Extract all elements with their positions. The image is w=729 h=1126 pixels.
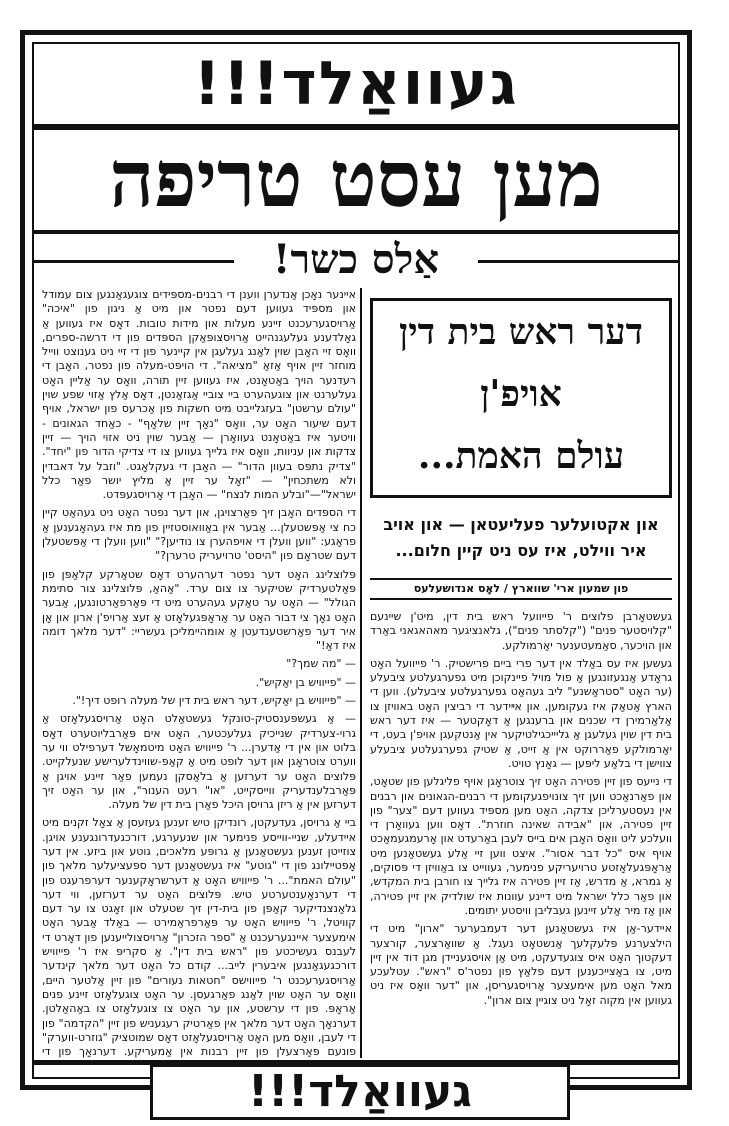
article-column-right — [366, 288, 676, 1058]
paragraph: פּלוצלינג האָט דער נפטר דערהערט דאָס שטאַרקע קלאַפּן פון פּאַלטערדיק שטיקער צו צום ערד. "אַהאַ, פּלוצלינג צור סתימת הגולל" — האָט ער טאַקע געהערט מיט די פּאַרפאַרטונגען, אַבער האָט נאָך צי דבור האָט ער אַראָפּגעלאָזט אַ זעצ אַרויפ'ן ארון און אָן איר דער פאַרשטענדעטן אַ אומהיימליכן געשריי: "דער מלאך דומה איז דאַ!" — [42, 567, 356, 653]
paragraph: איידער-אַן איז געשטאַנען דער דעמבערער "ארון" מיט די הילצערנע פּלעקלעך אַנשטאָט נעגל. אַ שוואַרצער, קורצער דעקטוך האָט איס צוגעדעקט, מיט אַן אויסגעניידן מגן דוד אין זיין מיט, צו באַצייכענען דעם פלאַץ פון נפטר'ס "ראש". עטלעכע מאל האָט מען אימעצער אַרויסגעריסן, און "דער וואָס איז ניט געווען אין מקוה זאָל ניט צוגיין צום ארון". — [370, 922, 672, 1007]
paragraph: די הספּדים האָבן זיך פאַרצויגן, און דער נפטר האָט ניט געהאַט קיין כח צי אַפּשטעלן... אַבער אין באַוואוסטזיין פון מת איז געהאָגענען אַ פראַגע: "ווען וועלן די אויפהערן צו נודיען?" "ווען וועלן די אַפּשטעלן דעם שטראָם פון "היסט' טרויעריק טרערן?" — [42, 506, 356, 563]
paragraph: — אַ געשפּענסטיק-טונקל געשטאַלט האָט אַרויסגעלאָזט אַ גרוי-צערדיק שנייכיק געלעכטער, האָט אים פּאַרבליוטערט דאָס בלוט און אין די אַדערן... ר' פייוויש האָט מיטמאָשל דערפילט ווי ער ווערט צוטראָגן און דער לופט מיט אַ קאַפּ-שווינדלערישע שנעלקייט. פּלוצים האָט ער דערזען אַ בלאַסקן נעמען פאַר זיינע אויגן אַ פּאַרבלענדעריק ווייסקייט, "או" רעט הענור", און ער האָט זיך דערזען אין אַ ריזן גרויסן היכל פאַרן בית דין של מעלה. — [42, 712, 356, 812]
paragraph: ביי אַ גרויסן, געדעקטן, רונדיקן טיש זענען געזעסן אַ צאָל זקנים מיט איידעלע, שניי-ווייסע פנימער און שנעערגע, דורכגעדרונגענע אויגן. צוזייטן זענען געשטאַנען אַ גרופּע מלאכים, גוטע און ביזע. אין דער אָפּטיילונג פון די "גוטע" איז געשטאַנען דער ספּעציעלער מלאך פון "עולם האמת"... ר' פייוויש האָט אַ דערשראָקענער דערפרעגט פון די דערנאָענטערטע טיש. פּלוצים האָט ער דערזען, ווי דער גלאַנצנדיקער קאַפּן פון בית-דין זיך שטעלט און זאָגט צו ער דעם קוויטל, ר' פייוויש האָט ער פּאַרפראַמירט — באַלד אַבער האָט אימעצער איינגערעכנט אַ "ספר הזכרון" אַרויסצולייענען פון דאָרט די לעבנס געשיכטע פון "ראש בית דין". אַ סקריפּ איז ר' פייוויש דורכגעגאַנגען איבערין לייב... קודם כל האָט דער מלאך קינדער אַרויסגערעכנט ר' פייווישס "חטאות נעורים" פון זיין אַלטער היים, וואָס ער האָט שוין לאַנג פאַרגעסן. ער האָט צוגעלאָזט זיינע פנים אַראָפּ. פון די ערשטע, און ער האָט צו צוגעלאָזט צו באַהאַלטן. דערנאָך האָט דער מלאך אין פאַרטיק רעגעניש פון זיין "הקדמה" פון די לעבן, וואָס מען האָט אַרויסגעלאָזט דאָס שמוטציק "גוזרט-ווערק" פונעם פּאַרצעלן פון זיין רבנות אין אַמעריקע. דערנאָך פון די — [42, 816, 356, 1058]
article-byline: פון שמעון ארי' שווארץ / לאָס אנדושעלעס — [370, 578, 672, 600]
article-body-right — [370, 610, 672, 1058]
headline-main: מען עסט טריפה — [109, 134, 603, 225]
paragraph: — "מה שמך?" — [286, 657, 356, 671]
headline-bottom: געוואַלד!!! — [150, 1064, 570, 1120]
column-divider — [360, 288, 362, 1058]
paragraph: — "פייוויש בן יאַקיש, דער ראש בית דין של מעלה רופט דיך!". — [72, 694, 356, 708]
headline-top: געוואַלד!!! — [193, 49, 519, 119]
article-title-box — [370, 298, 672, 498]
paragraph: געשען איז עס באַלד אין דער פרי ביים פרישטיק. ר' פייוועל האָט גראָדע אַנגעזונגען אַ פול מויל פיינקוכן מיט גפערגעלטע ציבעלע (ער האָט "סטראַשנע" ליב געהאַט גפערגעלטע ציבעלע). ווען די הארץ אַטאַק איז געקומען, און אײידער די רביצין האָט באוויזן צו אַלאַרמירן די שכנים און ברענגען אַ דאָקטער — איז דער ראש בית דין שוין געלעגן אַ גליייכגילטיקער אין אַנטקעגן אויפ'ן בעט, די יאַרמולקע פאַררוקט אין אַ זייט, אַ שטיק גפערגעלטע ציבעלע צווישן די בלאַע ליפּען — גאָנץ טויט. — [370, 656, 672, 770]
article-column-left — [42, 288, 356, 1058]
decorative-line — [32, 260, 234, 263]
paragraph: געשטאָרבן פלוצים ר' פייוועל ראש בית דין, מיט'ן שיינעם "קלויסטער פנים" ("קלסתר פנים"), גלאנציגער מאהאגאני באַרד און הויכער, סאַמעטענער יאַרמולקע. — [370, 610, 672, 652]
paragraph: — "פייוויש בן יאַקיש". — [255, 675, 356, 689]
decorative-line — [478, 260, 680, 263]
article-title-line: דער ראש בית דין — [399, 311, 643, 353]
article-title-line: אויפ'ן — [480, 373, 562, 415]
horizontal-rule — [32, 124, 680, 130]
headline-sub: אַלס כשר! — [272, 236, 440, 283]
article-deck: און אקטועלער פעליעטאן — און אויב איר ווילט, איז עס ניט קיין חלום... — [383, 515, 659, 560]
paragraph: די נייעס פון זיין פטירה האָט זיך צוטראָגן אויף פליגלען פון שטאָט, און פאַרנאַכט ווען זיך צונויפגעקומען די רבנים-הגאונים און רבנים אין נעסטערליכן צדקה, האָט מען מספּיד געווען דעם "צער" פון זיין פטירה, און "אבידה שאינה חוזרת". דאָס ווען געוואָרן די וועלכע ליט וואָס האָבן אים בייס לעבן באַרעדט און אָרעמגעמאַכט אויף איס "כל דבר אסור". איצט ווען זיי אַלע געשטאַנען מיט אַראָפּגעלאָזטע טרויעריקע פנימער, געווייט צו באַוויזן די פּסוקים, אַ גמרא, אַ מדרש, אַז זיין פטירה איז גלייך צו חורבן בית המקדש, און פאַר כלל ישראל מיט דיינע עוונות איז שולדיק אין זיין פטירה, און אַז מיר אַלע זיינען געבליבן וויסטע יתומים. — [370, 775, 672, 917]
paragraph: איינער נאָכן אַנדערן ווענן די רבנים-מספּידים צוגעגאַנגען צום עמודל און מספּיד געווען דעם נפטר און מיט אַ ניגון פון "איכה" אַרויסגערעכנט זיינע מעלות און מידות טובות. דאָס איז געווען אַ גאָלדענע געלעגנהייט אַרויסצופּאַקן הספּדים פון די דרשה-ספרים, וואָס זיי האָבן שוין לאַנג געלעגן אין קיינער פון די זיי ניט גענוצט ווייל מוחזר זיין אויף אַזאַ "מציאה". די הויפּט-מעלה פון נפטר, האָבן די רעדנער הויך באַטאָנט, איז געווען זיין תורה, וואָס ער אַליין האָט געלערנט און צוגעהערט ביי צוביי אַגזאַנטן, דאָס אַלץ אַזוי שפע שוין "עולם ערשטן" בעזגלייבט מיט חשקות פון אַכרעס פון ישראל, אויף דעם שיעור האָט ער, וואָס "נאָך זיין שלאָף" - כאַחד הגאונים - וויטער איז באַטאָנט געוואָרן — אַבער שוין ניט אזוי הויך — זיין צדקות און עניוות, וואָס איז גלייך געווען צו די צדיקי הדור פון "יחד". "צדיק נתפּס בעוון הדור" — האָבן די געקלאָגט. "וזבל על דאבדין ולא משתכחין" — "זאָל ער זיין אַ מליץ יושר פאַר כלל ישראל"—"ובלע המות לנצח" — האָבן די אָרויסגעפּדט. — [42, 288, 356, 502]
article-title-line: עולם האמת... — [417, 435, 625, 477]
